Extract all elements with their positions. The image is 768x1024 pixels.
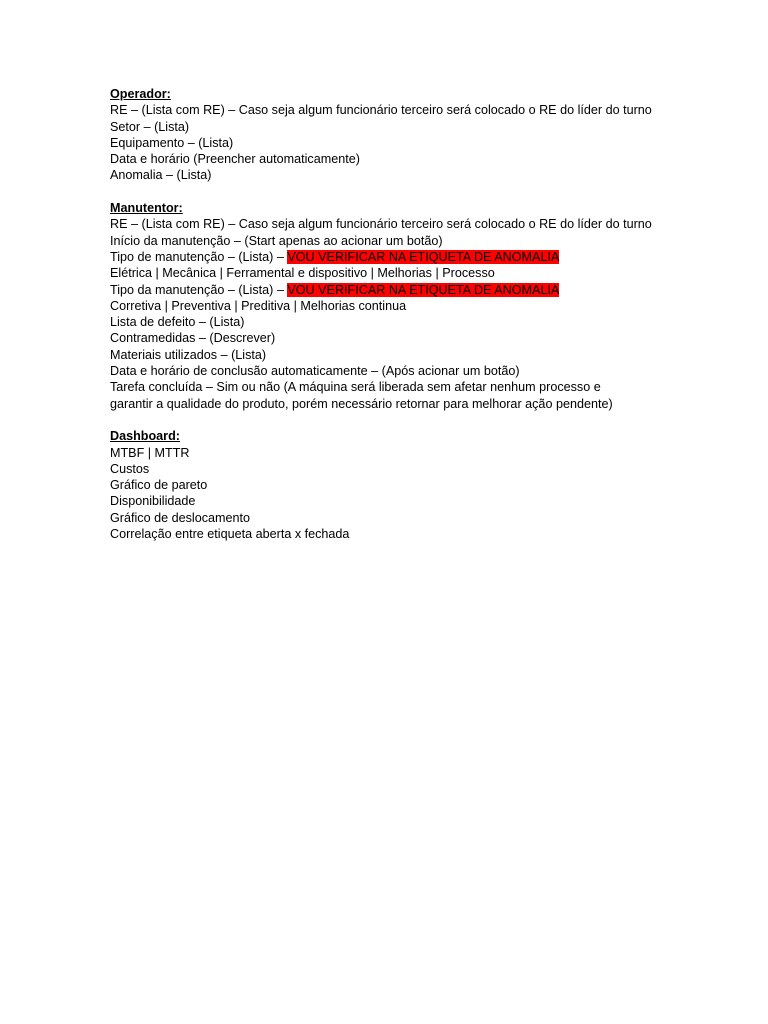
tipo-da-manutencao-highlight: VOU VERIFICAR NA ETIQUETA DE ANOMALIA bbox=[287, 282, 560, 297]
operador-line-data-horario: Data e horário (Preencher automaticamente) bbox=[110, 152, 360, 167]
manutentor-heading: Manutentor: bbox=[110, 201, 183, 216]
operador-heading: Operador: bbox=[110, 87, 171, 101]
operador-line-setor: Setor – (Lista) bbox=[110, 119, 190, 134]
section-spacer bbox=[110, 184, 710, 200]
manutentor-line-materiais: Materiais utilizados – (Lista) bbox=[110, 347, 267, 362]
manutentor-line-tipo-manutencao-options: Elétrica | Mecânica | Ferramental e dispositivo | Melhorias | Processo bbox=[110, 266, 495, 281]
manutentor-line-tipo-da-manutencao-options: Corretiva | Preventiva | Preditiva | Melhorias continua bbox=[110, 298, 407, 313]
manutentor-line-contramedidas: Contramedidas – (Descrever) bbox=[110, 331, 276, 346]
manutentor-line-inicio: Início da manutenção – (Start apenas ao acionar um botão) bbox=[110, 233, 443, 248]
operador-line-re: RE – (Lista com RE) – Caso seja algum funcionário terceiro será colocado o RE do líder do turno bbox=[110, 103, 652, 118]
section-spacer bbox=[110, 412, 710, 428]
operador-line-anomalia: Anomalia – (Lista) bbox=[110, 168, 212, 183]
manutentor-line-conclusao: Data e horário de conclusão automaticamente – (Após acionar um botão) bbox=[110, 364, 520, 379]
document-page bbox=[110, 86, 710, 542]
dashboard-heading: Dashboard: bbox=[110, 429, 180, 444]
manutentor-line-defeito: Lista de defeito – (Lista) bbox=[110, 315, 245, 330]
dashboard-line-deslocamento: Gráfico de deslocamento bbox=[110, 510, 251, 525]
dashboard-line-disponibilidade: Disponibilidade bbox=[110, 494, 196, 509]
dashboard-line-custos: Custos bbox=[110, 461, 150, 476]
manutentor-line-tarefa-continued: garantir a qualidade do produto, porém necessário retornar para melhorar ação pendente) bbox=[110, 396, 613, 411]
dashboard-line-pareto: Gráfico de pareto bbox=[110, 478, 208, 493]
operador-line-equipamento: Equipamento – (Lista) bbox=[110, 135, 234, 150]
dashboard-line-mtbf-mttr: MTBF | MTTR bbox=[110, 445, 190, 460]
tipo-da-manutencao-label: Tipo da manutenção – (Lista) – bbox=[110, 282, 288, 297]
manutentor-line-re: RE – (Lista com RE) – Caso seja algum funcionário terceiro será colocado o RE do líder do turno bbox=[110, 217, 652, 232]
tipo-manutencao-label: Tipo de manutenção – (Lista) – bbox=[110, 249, 288, 264]
manutentor-line-tipo-da-manutencao bbox=[110, 282, 710, 298]
manutentor-line-tipo-manutencao bbox=[110, 249, 710, 265]
tipo-manutencao-highlight: VOU VERIFICAR NA ETIQUETA DE ANOMALIA bbox=[287, 249, 560, 264]
manutentor-line-tarefa: Tarefa concluída – Sim ou não (A máquina será liberada sem afetar nenhum processo e bbox=[110, 380, 601, 395]
dashboard-line-correlacao: Correlação entre etiqueta aberta x fechada bbox=[110, 527, 350, 542]
